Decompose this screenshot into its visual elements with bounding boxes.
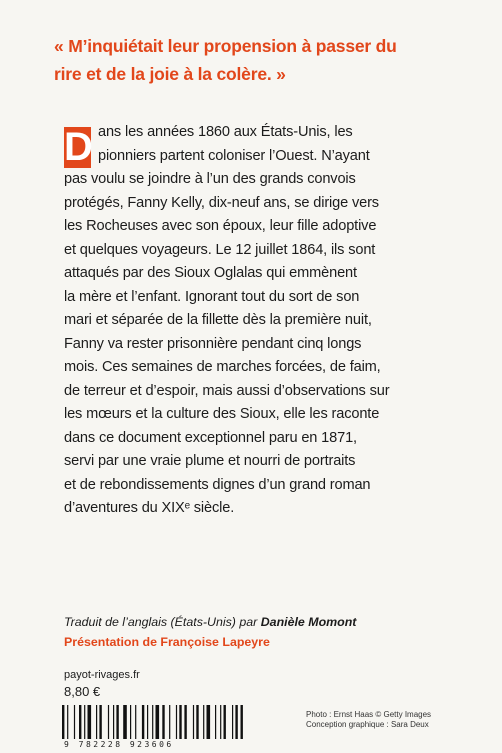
- blurb-line: mari et séparée de la fillette dès la première nuit,: [64, 312, 372, 328]
- barcode-bar: [147, 705, 148, 739]
- barcode-bar: [220, 705, 221, 739]
- publisher-website: payot-rivages.fr: [64, 669, 140, 681]
- quote-line-1: « M’inquiétait leur propension à passer du: [54, 36, 397, 56]
- barcode-bar: [176, 705, 177, 739]
- blurb-line: pas voulu se joindre à l’un des grands convois: [64, 171, 356, 187]
- drop-cap: D: [64, 125, 93, 169]
- barcode-bar: [179, 705, 181, 739]
- barcode-bar: [156, 705, 160, 739]
- blurb-line: mois. Ces semaines de marches forcées, de faim,: [64, 359, 381, 375]
- barcode-bar: [162, 705, 164, 739]
- blurb-line: et de rebondissements dignes d’un grand roman: [64, 476, 371, 493]
- barcode-bar: [113, 705, 114, 739]
- barcode: [60, 705, 288, 739]
- blurb-line: les Rocheuses avec son époux, leur fille adoptive: [64, 218, 377, 234]
- barcode-bar: [207, 705, 211, 739]
- photo-credit: Photo : Ernst Haas © Getty Images: [306, 710, 432, 719]
- quote-line-2: rire et de la joie à la colère. »: [54, 64, 286, 84]
- translation-credits: [64, 613, 464, 652]
- blurb-line: d’aventures du XIXᵉ siècle.: [64, 500, 235, 516]
- barcode-bar: [74, 705, 75, 739]
- barcode-bar: [88, 705, 92, 739]
- barcode-bar: [62, 705, 64, 739]
- blurb-line: et quelques voyageurs. Le 12 juillet 1864, ils sont: [64, 241, 376, 258]
- barcode-bar: [235, 705, 237, 739]
- image-credits: [306, 710, 456, 730]
- blurb-line: pionniers partent coloniser l’Ouest. N’ayant: [98, 147, 370, 164]
- barcode-bar: [130, 705, 131, 739]
- barcode-bar: [67, 705, 68, 739]
- barcode-bar: [203, 705, 204, 739]
- barcode-bar: [123, 705, 127, 739]
- blurb-line: Fanny va rester prisonnière pendant cinq longs: [64, 335, 362, 352]
- blurb-line: attaqués par des Sioux Oglalas qui emmènent: [64, 265, 357, 281]
- barcode-bar: [79, 705, 81, 739]
- barcode-bar: [241, 705, 243, 739]
- blurb-line: les mœurs et la culture des Sioux, elle les raconte: [64, 406, 380, 422]
- barcode-bar: [142, 705, 144, 739]
- blurb-line: de terreur et d’espoir, mais aussi d’observations sur: [64, 382, 390, 399]
- blurb-line: dans ce document exceptionnel paru en 1871,: [64, 429, 357, 446]
- barcode-bar: [152, 705, 153, 739]
- barcode-bar: [193, 705, 194, 739]
- barcode-bar: [135, 705, 136, 739]
- back-cover-quote: [54, 32, 474, 88]
- barcode-number: 9 782228 923606: [64, 740, 174, 749]
- barcode-bar: [108, 705, 109, 739]
- barcode-bar: [232, 705, 233, 739]
- barcode-bar: [184, 705, 186, 739]
- blurb-line: la mère et l’enfant. Ignorant tout du sort de son: [64, 288, 360, 305]
- blurb-line: ans les années 1860 aux États-Unis, les: [98, 124, 353, 140]
- presentation-line: Présentation de Françoise Lapeyre: [64, 634, 270, 649]
- barcode-bar: [116, 705, 118, 739]
- barcode-bar: [224, 705, 226, 739]
- barcode-bar: [215, 705, 216, 739]
- blurb-line: servi par une vraie plume et nourri de portraits: [64, 453, 356, 469]
- barcode-bar: [169, 705, 170, 739]
- price: 8,80 €: [64, 684, 101, 699]
- barcode-bar: [99, 705, 101, 739]
- translator-prefix: Traduit de l’anglais (États-Unis) par: [64, 615, 261, 629]
- translator-line: [64, 613, 464, 633]
- barcode-bar: [96, 705, 97, 739]
- blurb-text: [64, 121, 434, 521]
- translator-name: Danièle Momont: [260, 615, 357, 629]
- blurb-line: protégés, Fanny Kelly, dix-neuf ans, se dirige vers: [64, 194, 379, 211]
- design-credit: Conception graphique : Sara Deux: [306, 720, 429, 729]
- barcode-bar: [84, 705, 85, 739]
- barcode-bar: [196, 705, 198, 739]
